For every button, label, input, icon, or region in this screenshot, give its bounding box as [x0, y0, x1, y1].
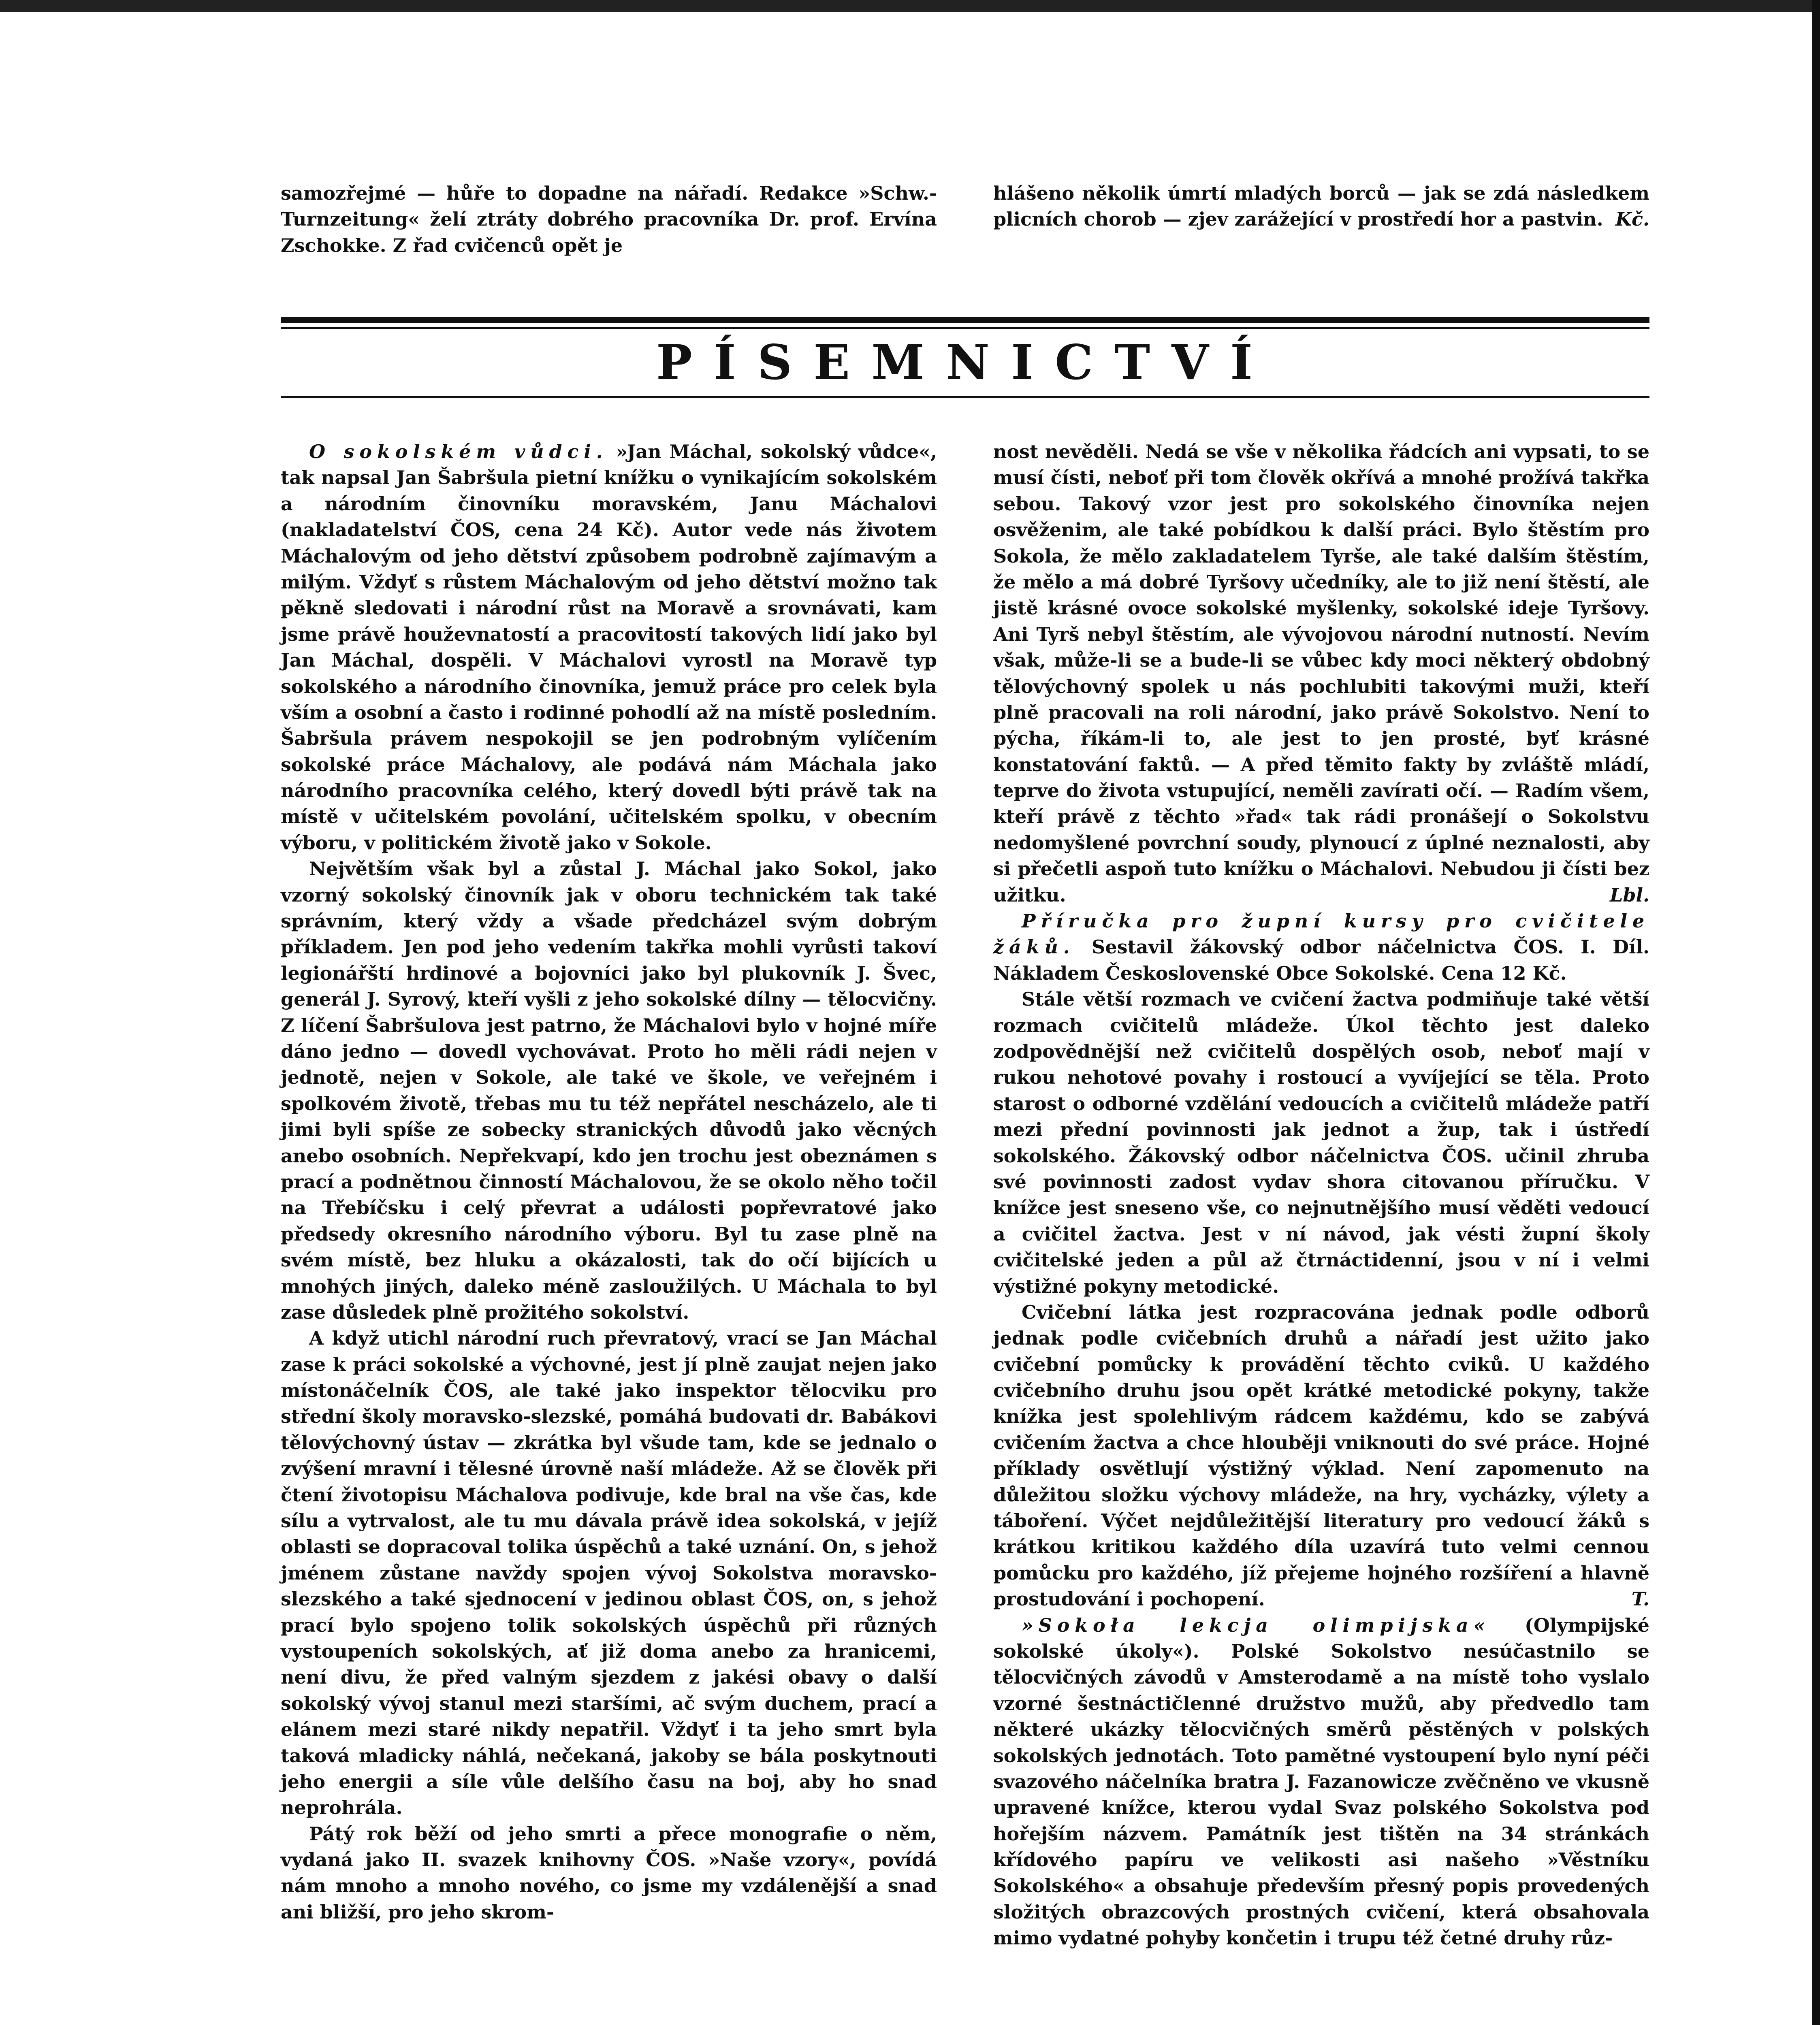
- top-right-signature: Kč.: [1615, 208, 1649, 230]
- section-rule-thick: [281, 317, 1649, 323]
- top-left-text: [281, 180, 937, 258]
- review1-text-1: »Jan Máchal, sokolský vůdce«, tak napsal Jan Šabršula pietní knížku o vynikajícím sokolském a národním činovníku moravském, Janu Máchalovi (nakladatelství ČOS, cena 24 Kč). Autor vede nás životem Máchalovým od jeho dětství způsobem podrobně zajímavým a milým. Vždyť s růstem Máchalovým od jeho dětství možno tak pěkně sledovati i národní růst na Moravě a srovnávati, kam jsme právě houževnatostí a pracovitostí takových lidí jako byl Jan Máchal, dospěli. V Máchalovi vyrostl na Moravě typ sokolského a národního činovníka, jemuž práce pro celek byla vším a osobní a často i rodinné pohodlí až na místě posledním. Šabršula právem nespokojil se jen podrobným vylíčením sokolské práce Máchalovy, ale podává nám Máchala jako národního pracovníka celého, který dovedl býti právě tak na místě v učitelském povolání, učitelském spolku, v obecním výboru, v politickém životě jako v Sokole.: [281, 441, 937, 854]
- top-right-paragraph: [993, 180, 1649, 232]
- review1-paragraph-4: Pátý rok běží od jeho smrti a přece monografie o něm, vydaná jako II. svazek knihovny ČOS. »Naše vzory«, povídá nám mnoho a mnoho nového, co jsme my vzdálenější a snad ani bližší, pro jeho skrom-: [281, 1823, 937, 1923]
- review1-title: O sokolském vůdci.: [309, 441, 608, 463]
- review1-paragraph-1: [281, 439, 937, 856]
- top-right-text: [993, 180, 1649, 232]
- section-rule-lower: [281, 396, 1649, 398]
- review2-paragraph-3: [993, 1299, 1649, 1612]
- scan-edge-right: [1812, 0, 1820, 2025]
- scan-edge-top: [0, 0, 1820, 12]
- right-column: [993, 439, 1649, 1951]
- review2-title: Příručka pro župní kursy pro cvičitele žáků.: [993, 910, 1649, 958]
- review2-text-1: Sestavil žákovský odbor náčelnictva ČOS. I. Díl. Nákladem Československé Obce Sokolské. Cena 12 Kč.: [993, 936, 1650, 984]
- section-rule-upper: [281, 327, 1649, 329]
- review1-continuation-text: nost nevěděli. Nedá se vše v několika řádcích ani vypsati, to se musí čísti, neboť při tom člověk okřívá a mnohé prožívá takřka sebou. Takový vzor jest pro sokolského činovníka nejen osvěženim, ale také pobídkou k další práci. Bylo štěstím pro Sokola, že mělo zakladatelem Tyrše, ale také dalším štěstím, že mělo a má dobré Tyršovy učedníky, ale to již není štěstí, ale jistě krásné ovoce sokolské myšlenky, sokolské ideje Tyršovy. Ani Tyrš nebyl štěstím, ale vývojovou národní nutností. Nevím však, může-li se a bude-li se vůbec kdy moci některý obdobný tělovýchovný spolek u nás pochlubiti takovými muži, kteří plně pracovali na roli národní, jako právě Sokolstvo. Není to pýcha, říkám-li to, ale jest to jen prosté, byť krásné konstatování faktů. — A před těmito fakty by zvláště mládí, teprve do života vstupující, neměli zavírati očí. — Radím všem, kteří právě z těchto »řad« tak rádi pronášejí o Sokolstvu nedomyšlené povrchní soudy, plynoucí z úplné neznalosti, aby si přečetli aspoň tuto knížku o Máchalovi. Nebudou ji čísti bez užitku.: [993, 441, 1649, 906]
- section-title: PÍSEMNICTVÍ: [656, 334, 1274, 390]
- review1-signature: Lbl.: [1610, 884, 1649, 906]
- review2-text-3: Cvičební látka jest rozpracována jednak podle odborů jednak podle cvičebních druhů a nářadí jest užito jako cvičební pomůcky k provádění těchto cviků. U každého cvičebního druhu jsou opět krátké metodické pokyny, takže knížka jest spolehlivým rádcem každému, kdo se zabývá cvičením žactva a chce hlouběji vniknouti do své práce. Hojné příklady osvětlují výstižný výklad. Není zapomenuto na důležitou složku výchovy mládeže, na hry, vycházky, výlety a táboření. Výčet nejdůležitější literatury pro vedoucí žáků s krátkou kritikou každého díla uzavírá tuto velmi cennou pomůcku pro každého, jíž přejeme hojného rozšíření a hlavně prostudování i pochopení.: [993, 1301, 1649, 1610]
- review3-paragraph-1: [993, 1612, 1649, 1951]
- review3-title: »Sokoła lekcja olimpijska«: [1022, 1614, 1491, 1636]
- top-left-paragraph: samozřejmé — hůře to dopadne na nářadí. Redakce »Schw.-Turnzeitung« želí ztráty dobrého pracovníka Dr. prof. Ervína Zschokke. Z řad cvičenců opět je: [281, 182, 937, 256]
- top-right-body: hlášeno několik úmrtí mladých borců — jak se zdá následkem plicních chorob — zjev zarážející v prostředí hor a pastvin.: [993, 182, 1649, 230]
- review2-signature: T.: [1631, 1588, 1649, 1610]
- review1-continuation: [993, 439, 1649, 908]
- left-column: [281, 439, 937, 1925]
- review1-paragraph-3: A když utichl národní ruch převratový, vrací se Jan Máchal zase k práci sokolské a výchovné, jest jí plně zaujat nejen jako místonáčelník ČOS, ale také jako inspektor tělocviku pro střední školy moravsko-slezské, pomáhá budovati dr. Babákovi tělovýchovný ústav — zkrátka byl všude tam, kde se jednalo o zvýšení mravní i tělesné úrovně naší mládeže. Až se člověk při čtení životopisu Máchalova podivuje, kde bral na vše čas, kde sílu a vytrvalost, ale tu mu dávala právě idea sokolská, v jejíž oblasti se dopracoval tolika úspěchů a také uznání. On, s jehož jménem zůstane navždy spojen vývoj Sokolstva moravsko-slezského a také sjednocení v jedinou oblast ČOS, on, s jehož prací bylo spojeno tolik sokolských úspěchů při různých vystoupeních sokolských, ať již doma anebo za hranicemi, není divu, že před valným sjezdem z jakési obavy o další sokolský vývoj stanul mezi staršími, ač svým duchem, prací a elánem mezi staré nikdy nepatřil. Vždyť i ta jeho smrt byla taková mladicky náhlá, nečekaná, jakoby se bála poskytnouti jeho energii a síle vůle delšího času na boj, aby ho snad neprohrála.: [281, 1327, 937, 1819]
- review2-paragraph-2: Stále větší rozmach ve cvičení žactva podmiňuje také větší rozmach cvičitelů mládeže. Úkol těchto jest daleko zodpovědnější než cvičitelů dospělých osob, neboť mají v rukou nehotové povahy i rostoucí a vyvíjející se těla. Proto starost o odborné vzdělání vedoucích a cvičitelů mládeže patří mezi přední povinnosti jak jednot a žup, tak i ústředí sokolského. Žákovský odbor náčelnictva ČOS. učinil zhruba své povinnosti zadost vydav shora citovanou příručku. V knížce jest sneseno vše, co nejnutnějšího musí věděti vedoucí a cvičitel žactva. Jest v ní návod, jak vésti župní školy cvičitelské jeden a půl až čtrnáctidenní, jsou v ní i velmi výstižné pokyny metodické.: [993, 988, 1649, 1297]
- review3-text-1: (Olympijské sokolské úkoly«). Polské Sokolstvo nesúčastnilo se tělocvičných závodů v Amsterodamě a na místě toho vyslalo vzorné šestnáctičlenné družstvo mužů, aby předvedlo tam některé ukázky tělocvičných směrů pěstěných v polských sokolských jednotách. Toto pamětné vystoupení bylo nyní péči svazového náčelníka bratra J. Fazanowicze zvěčněno ve vkusně upravené knížce, kterou vydal Svaz polského Sokolstva pod hořejším názvem. Památník jest tištěn na 34 stránkách křídového papíru ve velikosti asi našeho »Věstníku Sokolského« a obsahuje především přesný popis provedených složitých obrazcových prostných cvičení, která obsahovala mimo vydatné pohyby končetin i trupu též četné druhy růz-: [993, 1614, 1649, 1949]
- review1-paragraph-2: Největším však byl a zůstal J. Máchal jako Sokol, jako vzorný sokolský činovník jak v oboru technickém tak také správním, který vždy a všade předcházel svým dobrým příkladem. Jen pod jeho vedením takřka mohli vyrůsti takoví legionářští hrdinové a bojovníci jako byl plukovník J. Švec, generál J. Syrový, kteří vyšli z jeho sokolské dílny — tělocvičny. Z líčení Šabršulova jest patrno, že Máchalovi bylo v hojné míře dáno jedno — dovedl vychovávat. Proto ho měli rádi nejen v jednotě, nejen v Sokole, ale také ve škole, ve veřejném i spolkovém životě, třebas mu tu též nepřátel nescházelo, ale ti jimi byli spíše ze sobecky stranických důvodů jako věcných anebo osobních. Nepřekvapí, kdo jen trochu jest obeznámen s prací a podnětnou činností Máchalovou, že se okolo něho točil na Třebíčsku i celý převrat a události popřevratové jako předsedy okresního národního výboru. Byl tu zase plně na svém místě, bez hluku a okázalosti, tak do očí bijících u mnohých jiných, daleko méně zasloužilých. U Máchala to byl zase důsledek plně prožitého sokolství.: [281, 858, 937, 1323]
- review2-paragraph-1: [993, 908, 1649, 986]
